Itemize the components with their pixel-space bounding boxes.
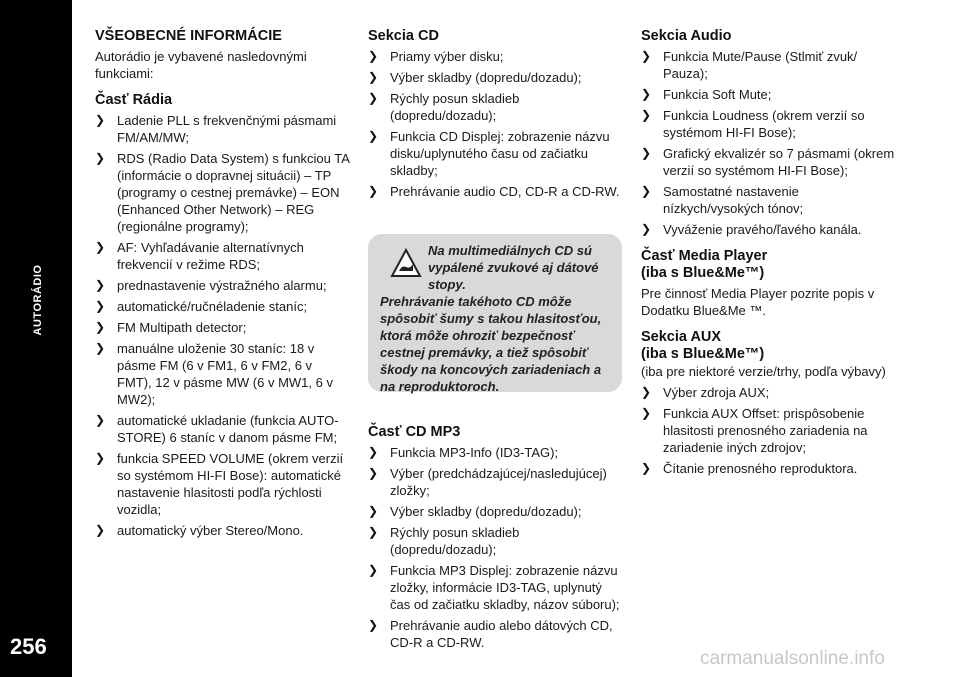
- list-item: ❯ automatický výber Stereo/Mono.: [95, 522, 350, 539]
- list-item: ❯ Výber skladby (dopredu/dozadu);: [368, 503, 622, 520]
- list-item: ❯ RDS (Radio Data System) s funkciou TA (informácie o dopravnej situácii) – TP (programy o cestnej premávke) – EON (Enhanced Other Network) – REG (regionálne programy);: [95, 150, 350, 235]
- list-item: ❯ Funkcia CD Displej: zobrazenie názvu disku/uplynutého času od začiatku skladby;: [368, 128, 622, 179]
- list-item: ❯ FM Multipath detector;: [95, 319, 350, 336]
- page-number: 256: [10, 634, 47, 659]
- radio-list: [95, 112, 350, 539]
- list-item: ❯ funkcia SPEED VOLUME (okrem verzií so systémom HI-FI Bose): automatické nastavenie hlasitosti podľa rýchlosti vozidla;: [95, 450, 350, 518]
- audio-heading: Sekcia Audio: [641, 28, 732, 44]
- list-item: ❯ Funkcia Soft Mute;: [641, 86, 895, 103]
- list-item: ❯ automatické ukladanie (funkcia AUTO-STORE) 6 staníc v danom pásme FM;: [95, 412, 350, 446]
- column-1: [95, 28, 350, 543]
- list-item: ❯ Vyváženie pravého/ľavého kanála.: [641, 221, 895, 238]
- list-item: ❯ Grafický ekvalizér so 7 pásmami (okrem verzií so systémom HI-FI Bose);: [641, 145, 895, 179]
- warning-lead: Na multimediálnych CD sú vypálené zvukové aj dátové stopy.: [428, 243, 599, 292]
- mp3-list: [368, 444, 622, 651]
- warning-rest: Prehrávanie takéhoto CD môže spôsobiť šumy s takou hlasitosťou, ktorá môže ohroziť bezpečnosť cestnej premávky, a tiež spôsobiť škody na koncových zariadeniach a na reproduktoroch.: [380, 294, 602, 394]
- radio-heading: Časť Rádia: [95, 92, 173, 108]
- list-item: ❯ Výber (predchádzajúcej/nasledujúcej) zložky;: [368, 465, 622, 499]
- list-item: ❯ Funkcia MP3-Info (ID3-TAG);: [368, 444, 622, 461]
- aux-subheading: (iba s Blue&Me™): [641, 346, 765, 362]
- list-item: ❯ Ladenie PLL s frekvenčnými pásmami FM/AM/MW;: [95, 112, 350, 146]
- list-item: ❯ AF: Vyhľadávanie alternatívnych frekvencií v režime RDS;: [95, 239, 350, 273]
- list-item: ❯ Výber zdroja AUX;: [641, 384, 895, 401]
- list-item: ❯ Samostatné nastavenie nízkych/vysokých tónov;: [641, 183, 895, 217]
- media-player-heading: Časť Media Player: [641, 248, 768, 264]
- aux-heading: Sekcia AUX: [641, 329, 722, 345]
- list-item: ❯ Výber skladby (dopredu/dozadu);: [368, 69, 622, 86]
- cd-heading: Sekcia CD: [368, 28, 439, 44]
- list-item: ❯ Prehrávanie audio CD, CD-R a CD-RW.: [368, 183, 622, 200]
- general-info-heading: VŠEOBECNÉ INFORMÁCIE: [95, 28, 282, 44]
- list-item: ❯ automatické/ručnéladenie staníc;: [95, 298, 350, 315]
- list-item: ❯ Čítanie prenosného reproduktora.: [641, 460, 895, 477]
- sidebar: [0, 0, 72, 677]
- intro-text: Autorádio je vybavené nasledovnými funkciami:: [95, 49, 307, 81]
- aux-list: [641, 384, 895, 477]
- watermark: carmanualsonline.info: [700, 648, 885, 669]
- list-item: ❯ prednastavenie výstražného alarmu;: [95, 277, 350, 294]
- column-2: [368, 28, 622, 204]
- list-item: ❯ Funkcia AUX Offset: prispôsobenie hlasitosti prenosného zariadenia na zariadenie iných zdrojov;: [641, 405, 895, 456]
- column-2-lower: [368, 424, 622, 655]
- warning-note: [368, 234, 622, 392]
- warning-triangle-icon: [390, 248, 422, 278]
- column-3: [641, 28, 895, 481]
- aux-text: (iba pre niektoré verzie/trhy, podľa výbavy): [641, 364, 886, 379]
- media-player-text: Pre činnosť Media Player pozrite popis v Dodatku Blue&Me ™.: [641, 286, 875, 318]
- media-player-subheading: (iba s Blue&Me™): [641, 265, 765, 281]
- cd-list: [368, 48, 622, 200]
- list-item: ❯ Prehrávanie audio alebo dátových CD, CD-R a CD-RW.: [368, 617, 622, 651]
- list-item: ❯ Priamy výber disku;: [368, 48, 622, 65]
- list-item: ❯ Rýchly posun skladieb (dopredu/dozadu);: [368, 90, 622, 124]
- list-item: ❯ Rýchly posun skladieb (dopredu/dozadu);: [368, 524, 622, 558]
- mp3-heading: Časť CD MP3: [368, 424, 461, 440]
- audio-list: [641, 48, 895, 238]
- list-item: ❯ manuálne uloženie 30 staníc: 18 v pásme FM (6 v FM1, 6 v FM2, 6 v FMT), 12 v pásme MW (6 v MW1, 6 v MW2);: [95, 340, 350, 408]
- list-item: ❯ Funkcia MP3 Displej: zobrazenie názvu zložky, informácie ID3-TAG, uplynutý čas od začiatku skladby, názov súboru);: [368, 562, 622, 613]
- list-item: ❯ Funkcia Mute/Pause (Stlmiť zvuk/ Pauza);: [641, 48, 895, 82]
- section-label: AUTORÁDIO: [32, 264, 44, 336]
- list-item: ❯ Funkcia Loudness (okrem verzií so systémom HI-FI Bose);: [641, 107, 895, 141]
